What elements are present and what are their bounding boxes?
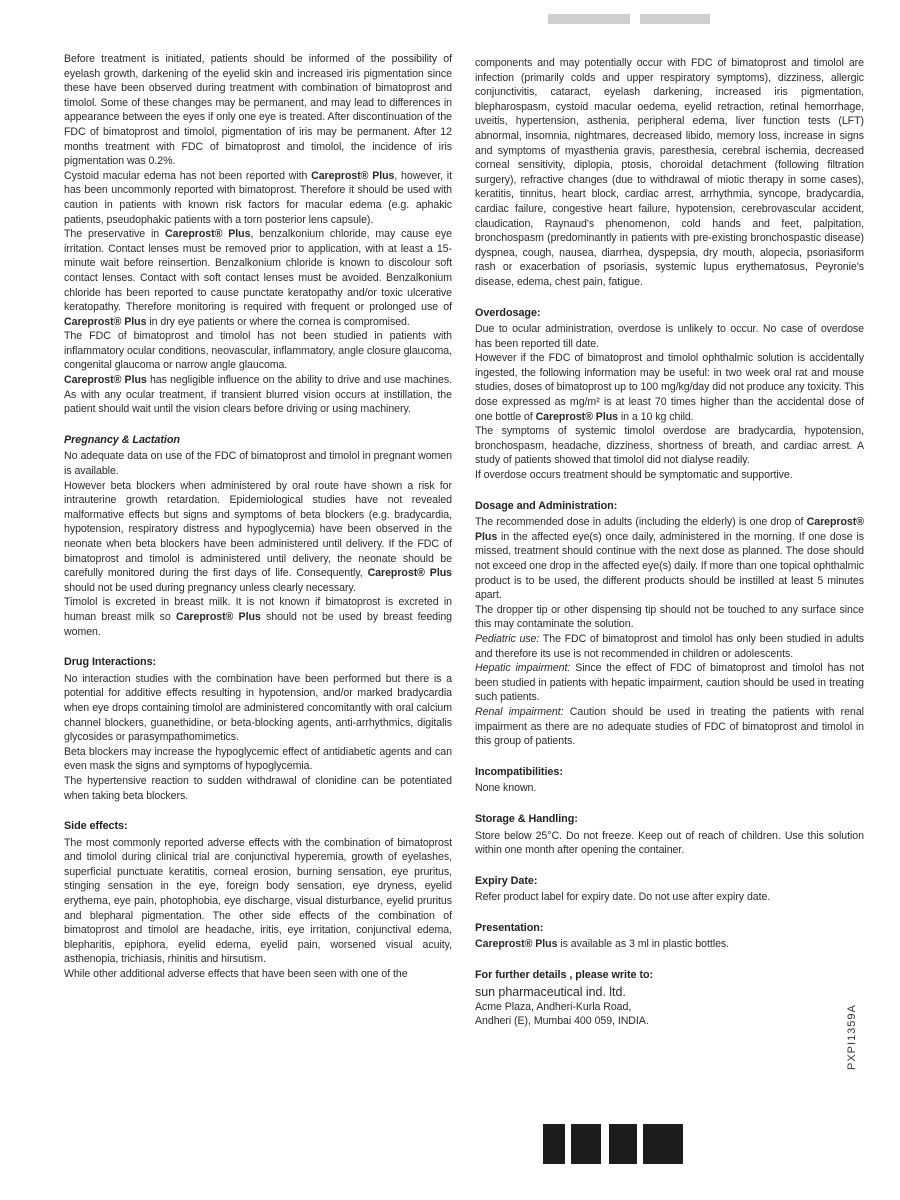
paragraph: None known. (475, 782, 537, 795)
paragraph: If overdose occurs treatment should be symptomatic and supportive. (475, 469, 793, 482)
print-registration-bars (543, 1124, 683, 1164)
top-print-mark (548, 14, 630, 24)
section-heading-overdosage: Overdosage: (475, 306, 541, 319)
paragraph: Careprost® Plus is available as 3 ml in plastic bottles. (475, 938, 730, 951)
top-print-mark (640, 14, 710, 24)
address-line: Acme Plaza, Andheri-Kurla Road, (475, 1000, 632, 1013)
section-heading-contact: For further details , please write to: (475, 969, 654, 982)
section-heading-dosage: Dosage and Administration: (475, 499, 618, 512)
right-column (475, 56, 864, 1029)
paragraph: Careprost® Plus has negligible influence on the ability to drive and use machines. As with any ocular treatment, if transient blurred vision occurs at instillation, the patient should wait until the vision clears before driving or using machinery. (64, 374, 452, 416)
paragraph: The recommended dose in adults (including the elderly) is one drop of Careprost® Plus in the affected eye(s) once daily, administered in the morning. If one dose is missed, treatment should continue with the next dose as planned. The dose should not exceed one drop in the affected eye(s) daily. If more than one topical ophthalmic product is to be used, the different products should be instilled at least 5 minutes apart. (475, 516, 864, 602)
paragraph: components and may potentially occur with FDC of bimatoprost and timolol are infection (primarily colds and upper respiratory symptoms), dizziness, allergic conjunctivitis, cataract, eyelash darkening, increased iris pigmentation, blepharospasm, cystoid macular oedema, eyelid retraction, retinal hemorrhage, uveitis, hypertension, asthenia, peripheral edema, liver function tests (LFT) abnormal, insomnia, nightmares, decreased libido, memory loss, increase in signs and symptoms of myasthenia gravis, paresthesia, cerebral ischemia, decreased corneal sensitivity, diplopia, ptosis, choroidal detachment (following filtration surgery), refractive changes (due to withdrawal of miotic therapy in some cases), keratitis, tinnitus, heart block, cardiac arrest, arrhythmia, syncope, bradycardia, cardiac failure, congestive heart failure, hypotension, cerebrovascular accident, claudication, Raynaud's phenomenon, cold hands and feet, palpitation, bronchospasm (predominantly in patients with pre-existing bronchospastic disease) dyspnea, cough, nausea, diarrhea, dyspepsia, dry mouth, alopecia, psoriasiform rash or exacerbation of psoriasis, systemic lupus erythematosus, Peyronie's disease, edema, chest pain, fatigue. (475, 57, 864, 288)
paragraph: Timolol is excreted in breast milk. It is not known if bimatoprost is excreted in human breast milk so Careprost® Plus should not be used by breast feeding women. (64, 596, 452, 638)
section-heading-drug-interactions: Drug Interactions: (64, 656, 157, 669)
paragraph: Renal impairment: Caution should be used in treating the patients with renal impairment as there are no adequate studies of FDC of bimatoprost and timolol in this group of patients. (475, 705, 864, 748)
paragraph: Store below 25°C. Do not freeze. Keep out of reach of children. Use this solution within one month after opening the container. (475, 829, 864, 857)
section-heading-expiry: Expiry Date: (475, 874, 538, 887)
paragraph: The dropper tip or other dispensing tip should not be touched to any surface since this may contaminate the solution. (475, 603, 864, 631)
section-heading-presentation: Presentation: (475, 921, 544, 934)
paragraph: Pediatric use: The FDC of bimatoprost and timolol has only been studied in adults and therefore its use is not recommended in children or adolescents. (475, 632, 864, 660)
paragraph: However beta blockers when administered by oral route have shown a risk for intrauterine growth retardation. Epidemiological studies have not revealed malformative effects but signs and symptoms of beta blockers (e.g. bradycardia, hypotension, respiratory distress and hypoglycemia) have been observed in the neonate when beta blockers have been administered until delivery. If the FDC of bimatoprost and timolol is administered until delivery, the neonate should be carefully monitored during the first days of life. Consequently, Careprost® Plus should not be used during pregnancy unless clearly necessary. (64, 479, 452, 594)
product-code: PXPI1359A (846, 1004, 858, 1070)
paragraph: No adequate data on use of the FDC of bimatoprost and timolol in pregnant women is available. (64, 450, 452, 478)
paragraph: Hepatic impairment: Since the effect of FDC of bimatoprost and timolol has not been studied in patients with hepatic impairment, caution should be used in treating such patients. (475, 662, 864, 704)
paragraph: The preservative in Careprost® Plus, benzalkonium chloride, may cause eye irritation. Contact lenses must be removed prior to application, with at least a 15-minute wait before reinsertion. Benzalkonium chloride is known to discolour soft contact lenses. Contact with soft contact lenses must be avoided. Benzalkonium chloride has been reported to cause punctate keratopathy and/or toxic ulcerative keratopathy. Therefore monitoring is required with frequent or prolonged use of Careprost® Plus in dry eye patients or where the cornea is compromised. (64, 228, 452, 328)
section-heading-storage: Storage & Handling: (475, 812, 578, 825)
paragraph: No interaction studies with the combination have been performed but there is a potential for additive effects resulting in hypotension, and/or marked bradycardia when eye drops containing timolol are administered concomitantly with oral calcium channel blockers, guanethidine, or beta-blocking agents, anti-arrhythmics, digitalis glycosides or parasympathomimetics. (64, 672, 452, 744)
paragraph: Refer product label for expiry date. Do not use after expiry date. (475, 891, 771, 904)
paragraph: Before treatment is initiated, patients should be informed of the possibility of eyelash growth, darkening of the eyelid skin and increased iris pigmentation since these have been observed during treatment with combination of bimatoprost and timolol. Some of these changes may be permanent, and may lead to differences in appearance between the eyes if only one eye is treated. After discontinuation of the FDC of bimatoprost and timolol, pigmentation of iris may be permanent. After 12 months treatment with FDC of bimatoprost and timolol, the incidence of iris pigmentation was 0.2%. (64, 53, 452, 168)
paragraph: Cystoid macular edema has not been reported with Careprost® Plus, however, it has been uncommonly reported with bimatoprost. Therefore it should be used with caution in patients with known risk factors for macular edema (e.g. aphakic patients, pseudophakic patients with a torn posterior lens capsule). (64, 169, 452, 226)
paragraph: However if the FDC of bimatoprost and timolol ophthalmic solution is accidentally ingested, the following information may be useful: in two week oral rat and mouse studies, doses of bimatoprost up to 100 mg/kg/day did not produce any toxicity. This dose expressed as mg/m² is at least 70 times higher than the accidental dose of one bottle of Careprost® Plus in a 10 kg child. (475, 352, 864, 423)
address-line: Andheri (E), Mumbai 400 059, INDIA. (475, 1015, 649, 1028)
paragraph: Beta blockers may increase the hypoglycemic effect of antidiabetic agents and can even mask the signs and symptoms of hypoglycemia. (64, 745, 452, 773)
paragraph: While other additional adverse effects that have been seen with one of the (64, 968, 408, 981)
paragraph: The most commonly reported adverse effects with the combination of bimatoprost and timolol during clinical trial are conjunctival hyperemia, growth of eyelashes, superficial punctuate keratitis, corneal erosion, burning sensation, eye pruritus, stinging sensation in the eye, foreign body sensation, eye dryness, eyelid erythema, eye pain, photophobia, eye discharge, visual disturbance, eyelid pruritus and blepharal pigmentation. The other side effects of the combination of bimatoprost and timolol are headache, iritis, eye irritation, conjunctival edema, blepharitis, epiphora, eyelid edema, eyelid pain, worsened visual acuity, asthenopia, trichiasis, rhinitis and hirsutism. (64, 836, 452, 966)
section-heading-pregnancy: Pregnancy & Lactation (64, 433, 180, 446)
paragraph: The symptoms of systemic timolol overdose are bradycardia, hypotension, bronchospasm, headache, dizziness, shortness of breath, and cardiac arrest. A study of patients showed that timolol did not dialyse readily. (475, 425, 864, 467)
section-heading-incompatibilities: Incompatibilities: (475, 765, 563, 778)
section-heading-side-effects: Side effects: (64, 820, 128, 833)
company-name: sun pharmaceutical ind. ltd. (475, 984, 626, 999)
paragraph: The FDC of bimatoprost and timolol has not been studied in patients with inflammatory ocular conditions, neovascular, inflammatory, angle closure glaucoma, congenital glaucoma or narrow angle glaucoma. (64, 330, 452, 372)
paragraph: Due to ocular administration, overdose is unlikely to occur. No case of overdose has been reported till date. (475, 323, 864, 350)
paragraph: The hypertensive reaction to sudden withdrawal of clonidine can be potentiated when taking beta blockers. (64, 774, 452, 802)
left-column (64, 52, 452, 982)
